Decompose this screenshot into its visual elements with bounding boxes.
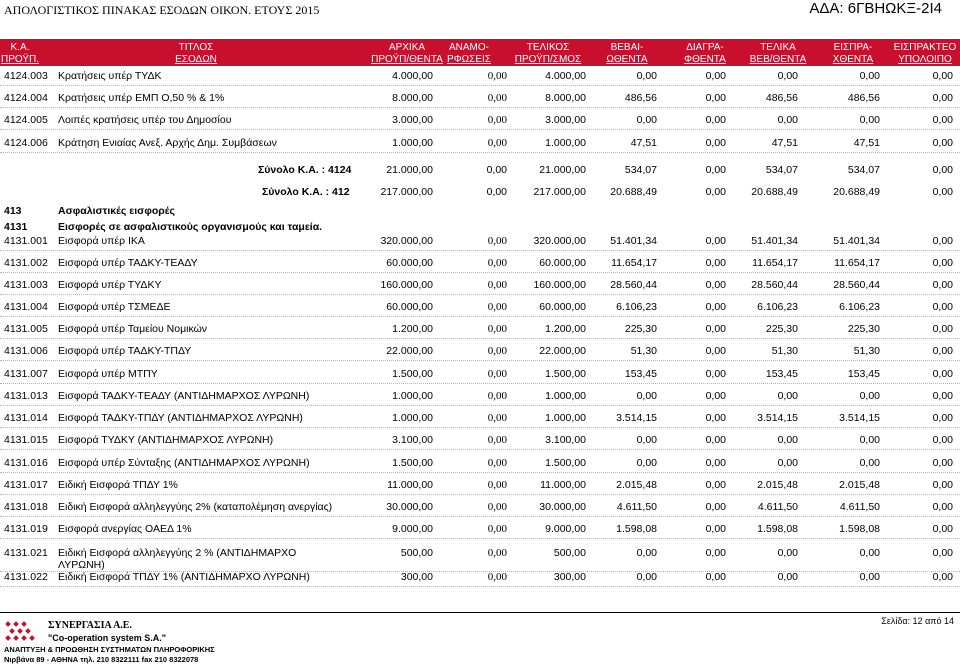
table-row [0,432,960,450]
value-cell: 0,00 [932,434,953,446]
table-row [0,299,960,317]
subtotal-row [0,184,960,201]
value-cell: 4.611,50 [757,501,798,513]
value-cell: 0,00 [636,390,657,402]
value-cell: 0,00 [932,368,953,380]
value-cell: 11.654,17 [752,257,798,269]
table-row [0,135,960,153]
value-cell: 22.000,00 [539,345,586,357]
value-cell: 0,00 [487,70,507,82]
value-cell: 0,00 [705,114,726,126]
row-description: Εισφορά υπέρ ΜΤΠΥ [58,368,158,380]
value-cell: 60.000,00 [386,257,433,269]
column-header-line1: ΑΡΧΙΚΑ [388,42,426,53]
column-header-line2: ΠΡΟΫΠ/ΣΜΟΣ [514,54,582,65]
value-cell: 4.000,00 [545,70,586,82]
value-cell: 28.560,44 [751,279,798,291]
value-cell: 0,00 [705,92,726,104]
value-cell: 0,00 [932,547,953,559]
value-cell: 0,00 [932,571,953,583]
table-row [0,521,960,539]
group-row [0,203,960,220]
value-cell: 20.688,49 [833,186,880,198]
value-cell: 0,00 [486,164,507,176]
value-cell: 153,45 [624,368,657,380]
company-development: ΑΝΑΠΤΥΞΗ & ΠΡΟΩΘΗΣΗ ΣΥΣΤΗΜΑΤΩΝ ΠΛΗΡΟΦΟΡΙΚΗΣ [4,645,215,654]
value-cell: 225,30 [624,323,657,335]
column-header-line2: ΡΦΩΣΕΙΣ [447,54,491,65]
column-header-7 [738,42,818,66]
row-description: Εισφορά υπέρ Σύνταξης (ΑΝΤΙΔΗΜΑΡΧΟΣ ΛΥΡΩΝΗ) [58,457,310,469]
value-cell: 1.200,00 [545,323,586,335]
row-description: Εισφορά υπέρ ΤΑΔΚΥ-ΤΠΔΥ [58,345,192,357]
value-cell: 2.015,48 [839,479,880,491]
value-cell: 0,00 [932,345,953,357]
row-code: 4131.013 [4,390,48,402]
column-header-line2: ΕΣΟΔΩΝ [175,54,217,65]
row-description: Ειδική Εισφορά αλληλεγγύης 2 % (ΑΝΤΙΔΗΜΑΡΧΟ [58,547,297,559]
value-cell: 9.000,00 [392,523,433,535]
column-header-5 [587,42,667,66]
column-header-4 [508,42,588,66]
subtotal-label: Σύνολο Κ.Α. : 412 [262,186,350,198]
value-cell: 51,30 [853,345,880,357]
value-cell: 1.000,00 [392,390,433,402]
value-cell: 0,00 [932,523,953,535]
subtotal-row [0,162,960,179]
row-description: Εισφορά ανεργίας ΟΑΕΔ 1% [58,523,192,535]
value-cell: 486,56 [765,92,798,104]
table-row [0,545,960,572]
value-cell: 0,00 [487,479,507,491]
table-row [0,477,960,495]
value-cell: 0,00 [487,257,507,269]
value-cell: 0,00 [932,479,953,491]
value-cell: 217.000,00 [380,186,433,198]
value-cell: 0,00 [932,501,953,513]
value-cell: 217.000,00 [533,186,586,198]
value-cell: 0,00 [932,412,953,424]
value-cell: 0,00 [487,345,507,357]
column-header-1 [156,42,236,66]
row-description: Κρατήσεις υπέρ ΕΜΠ Ο,50 % & 1% [58,92,225,104]
value-cell: 20.688,49 [751,186,798,198]
value-cell: 0,00 [932,164,953,176]
column-header-3 [429,42,509,66]
value-cell: 21.000,00 [386,164,433,176]
value-cell: 0,00 [487,412,507,424]
column-header-line1: ΑΝΑΜΟ- [449,42,489,53]
table-row [0,233,960,251]
row-description: Εισφορά υπέρ ΤΥΔΚΥ [58,279,162,291]
value-cell: 0,00 [705,323,726,335]
value-cell: 30.000,00 [386,501,433,513]
company-address: Νιρβάνα 89 - ΑΘΗΝΑ τηλ. 210 8322111 fax 210 8322078 [4,655,199,664]
value-cell: 0,00 [859,571,880,583]
value-cell: 0,00 [705,368,726,380]
column-header-6 [665,42,745,66]
table-row [0,255,960,273]
table-row [0,112,960,130]
table-row [0,366,960,384]
value-cell: 8.000,00 [545,92,586,104]
value-cell: 6.106,23 [757,301,798,313]
row-description: Κρατήσεις υπέρ ΤΥΔΚ [58,70,162,82]
value-cell: 0,00 [777,547,798,559]
value-cell: 0,00 [705,412,726,424]
value-cell: 0,00 [932,457,953,469]
value-cell: 0,00 [932,235,953,247]
row-description: Ειδική Εισφορά αλληλεγγύης 2% (καταπολέμηση ανεργίας) [58,501,333,513]
value-cell: 11.000,00 [387,479,433,491]
value-cell: 3.000,00 [392,114,433,126]
value-cell: 0,00 [705,257,726,269]
value-cell: 51.401,34 [610,235,657,247]
subtotal-label: Σύνολο Κ.Α. : 4124 [258,164,352,176]
value-cell: 11.654,17 [834,257,880,269]
value-cell: 0,00 [636,547,657,559]
table-row [0,388,960,406]
row-description: Ειδική Εισφορά ΤΠΔΥ 1% [58,479,178,491]
value-cell: 0,00 [859,114,880,126]
row-code: 4131.019 [4,523,48,535]
value-cell: 0,00 [777,390,798,402]
value-cell: 51,30 [771,345,798,357]
value-cell: 0,00 [487,501,507,513]
value-cell: 3.514,15 [757,412,798,424]
value-cell: 2.015,48 [757,479,798,491]
value-cell: 0,00 [705,479,726,491]
value-cell: 0,00 [705,457,726,469]
value-cell: 3.514,15 [616,412,657,424]
value-cell: 0,00 [705,164,726,176]
value-cell: 0,00 [705,137,726,149]
value-cell: 0,00 [487,114,507,126]
value-cell: 11.000,00 [540,479,586,491]
value-cell: 0,00 [932,323,953,335]
value-cell: 1.500,00 [392,368,433,380]
value-cell: 4.000,00 [392,70,433,82]
value-cell: 0,00 [705,547,726,559]
column-header-line2: ΠΡΟΫΠ/ΘΕΝΤΑ [371,54,443,65]
value-cell: 0,00 [859,390,880,402]
row-code: 4124.003 [4,70,48,82]
column-header-9 [885,42,960,66]
row-code: 4124.004 [4,92,48,104]
row-code: 4131.002 [4,257,48,269]
value-cell: 3.514,15 [839,412,880,424]
column-header-0 [0,42,60,66]
value-cell: 160.000,00 [533,279,586,291]
value-cell: 0,00 [705,235,726,247]
row-description: Λοιπές κρατήσεις υπέρ του Δημοσίου [58,114,232,126]
table-row [0,569,960,587]
value-cell: 1.500,00 [545,368,586,380]
value-cell: 534,07 [765,164,798,176]
group-description: Ασφαλιστικές εισφορές [58,205,175,217]
value-cell: 20.688,49 [610,186,657,198]
value-cell: 0,00 [859,457,880,469]
table-row [0,499,960,517]
value-cell: 1.000,00 [545,390,586,402]
value-cell: 28.560,44 [610,279,657,291]
row-description-cont: ΛΥΡΩΝΗ) [58,559,105,571]
row-code: 4131.004 [4,301,48,313]
row-code: 4131.005 [4,323,48,335]
column-header-line2: ΦΘΕΝΤΑ [684,54,726,65]
column-header-line2: ΩΘΕΝΤΑ [606,54,648,65]
group-code: 4131 [4,221,28,233]
table-row [0,321,960,339]
table-header [0,39,960,66]
value-cell: 8.000,00 [392,92,433,104]
value-cell: 0,00 [932,390,953,402]
value-cell: 0,00 [705,390,726,402]
value-cell: 0,00 [487,323,507,335]
value-cell: 1.000,00 [392,137,433,149]
row-code: 4131.001 [4,235,48,247]
value-cell: 0,00 [487,523,507,535]
value-cell: 0,00 [932,301,953,313]
value-cell: 0,00 [487,137,507,149]
row-description: Εισφορά ΤΥΔΚΥ (ΑΝΤΙΔΗΜΑΡΧΟΣ ΛΥΡΩΝΗ) [58,434,274,446]
value-cell: 0,00 [487,301,507,313]
company-system: "Co-operation system S.A." [48,633,167,643]
value-cell: 47,51 [853,137,880,149]
row-description: Εισφορά υπέρ ΤΣΜΕΔΕ [58,301,171,313]
value-cell: 320.000,00 [380,235,433,247]
value-cell: 0,00 [487,457,507,469]
value-cell: 4.611,50 [839,501,880,513]
value-cell: 0,00 [487,92,507,104]
value-cell: 0,00 [705,186,726,198]
row-code: 4131.022 [4,571,48,583]
value-cell: 60.000,00 [539,301,586,313]
table-row [0,410,960,428]
row-code: 4131.017 [4,479,48,491]
table-row [0,90,960,108]
value-cell: 0,00 [859,434,880,446]
value-cell: 0,00 [486,186,507,198]
row-code: 4131.018 [4,501,48,513]
column-header-line1: ΤΕΛΙΚΑ [760,42,796,53]
value-cell: 21.000,00 [539,164,586,176]
value-cell: 486,56 [847,92,880,104]
value-cell: 2.015,48 [616,479,657,491]
value-cell: 0,00 [777,70,798,82]
value-cell: 160.000,00 [380,279,433,291]
page-number: Σελίδα: 12 από 14 [881,616,954,626]
row-description: Ειδική Εισφορά ΤΠΔΥ 1% (ΑΝΤΙΔΗΜΑΡΧΟ ΛΥΡΩΝΗ) [58,571,310,583]
column-header-line2: ΒΕΒ/ΘΕΝΤΑ [749,54,807,65]
value-cell: 22.000,00 [386,345,433,357]
value-cell: 60.000,00 [386,301,433,313]
row-description: Εισφορά ΤΑΔΚΥ-ΤΠΔΥ (ΑΝΤΙΔΗΜΑΡΧΟΣ ΛΥΡΩΝΗ) [58,412,303,424]
value-cell: 0,00 [705,70,726,82]
value-cell: 1.500,00 [392,457,433,469]
value-cell: 28.560,44 [833,279,880,291]
value-cell: 320.000,00 [533,235,586,247]
value-cell: 0,00 [777,457,798,469]
value-cell: 9.000,00 [545,523,586,535]
value-cell: 0,00 [487,547,507,559]
value-cell: 0,00 [705,301,726,313]
value-cell: 534,07 [847,164,880,176]
row-code: 4131.014 [4,412,48,424]
value-cell: 500,00 [400,547,433,559]
row-code: 4124.005 [4,114,48,126]
value-cell: 3.100,00 [545,434,586,446]
column-header-line1: Κ.Α. [10,42,30,53]
value-cell: 0,00 [487,571,507,583]
column-header-line1: ΤΕΛΙΚΟΣ [526,42,570,53]
row-description: Εισφορά υπέρ ΤΑΔΚΥ-ΤΕΑΔΥ [58,257,198,269]
value-cell: 51,30 [630,345,657,357]
row-code: 4131.007 [4,368,48,380]
value-cell: 1.500,00 [545,457,586,469]
value-cell: 30.000,00 [539,501,586,513]
value-cell: 0,00 [932,114,953,126]
value-cell: 6.106,23 [616,301,657,313]
value-cell: 0,00 [859,547,880,559]
value-cell: 51.401,34 [751,235,798,247]
table-row [0,343,960,361]
value-cell: 47,51 [771,137,798,149]
value-cell: 300,00 [400,571,433,583]
value-cell: 51.401,34 [833,235,880,247]
value-cell: 534,07 [624,164,657,176]
value-cell: 0,00 [932,70,953,82]
group-description: Εισφορές σε ασφαλιστικούς οργανισμούς και ταμεία. [58,221,323,233]
value-cell: 0,00 [487,279,507,291]
value-cell: 153,45 [765,368,798,380]
report-title: ΑΠΟΛΟΓΙΣΤΙΚΟΣ ΠΙΝΑΚΑΣ ΕΣΟΔΩΝ ΟΙΚΟΝ. ΕΤΟΥΣ 2015 [4,3,320,17]
value-cell: 0,00 [487,235,507,247]
row-code: 4131.016 [4,457,48,469]
column-header-line1: ΕΙΣΠΡΑΚΤΕΟ [893,42,957,53]
value-cell: 0,00 [705,571,726,583]
column-header-line1: ΒΕΒΑΙ- [610,42,644,53]
table-row [0,277,960,295]
row-code: 4131.006 [4,345,48,357]
row-description: Εισφορά υπέρ ΙΚΑ [58,235,145,247]
column-header-line1: ΔΙΑΓΡΑ- [686,42,724,53]
value-cell: 11.654,17 [611,257,657,269]
table-row [0,68,960,86]
value-cell: 500,00 [553,547,586,559]
value-cell: 0,00 [705,279,726,291]
value-cell: 0,00 [636,457,657,469]
column-header-line1: ΕΙΣΠΡΑ- [833,42,873,53]
value-cell: 1.000,00 [545,137,586,149]
value-cell: 47,51 [630,137,657,149]
value-cell: 0,00 [932,137,953,149]
value-cell: 3.000,00 [545,114,586,126]
value-cell: 486,56 [624,92,657,104]
value-cell: 0,00 [487,368,507,380]
row-code: 4124.006 [4,137,48,149]
value-cell: 1.000,00 [545,412,586,424]
column-header-8 [813,42,893,66]
column-header-line1: ΤΙΤΛΟΣ [178,42,214,53]
value-cell: 0,00 [932,257,953,269]
value-cell: 1.598,08 [616,523,657,535]
value-cell: 0,00 [705,523,726,535]
footer-divider [0,612,960,613]
row-description: Εισφορά ΤΑΔΚΥ-ΤΕΑΔΥ (ΑΝΤΙΔΗΜΑΡΧΟΣ ΛΥΡΩΝΗ) [58,390,310,402]
value-cell: 1.200,00 [392,323,433,335]
value-cell: 1.598,08 [757,523,798,535]
value-cell: 0,00 [487,434,507,446]
value-cell: 0,00 [636,114,657,126]
company-name: ΣΥΝΕΡΓΑΣΙΑ Α.Ε. [48,620,132,631]
value-cell: 3.100,00 [392,434,433,446]
value-cell: 0,00 [932,92,953,104]
value-cell: 0,00 [487,390,507,402]
row-code: 4131.003 [4,279,48,291]
value-cell: 0,00 [777,114,798,126]
value-cell: 0,00 [636,571,657,583]
value-cell: 0,00 [859,70,880,82]
value-cell: 60.000,00 [539,257,586,269]
value-cell: 0,00 [705,501,726,513]
value-cell: 0,00 [777,434,798,446]
column-header-line2: ΥΠΟΛΟΙΠΟ [898,54,952,65]
table-row [0,455,960,473]
value-cell: 0,00 [932,186,953,198]
value-cell: 1.000,00 [392,412,433,424]
value-cell: 225,30 [765,323,798,335]
value-cell: 0,00 [705,434,726,446]
value-cell: 0,00 [636,70,657,82]
value-cell: 0,00 [705,345,726,357]
group-code: 413 [4,205,22,217]
row-description: Εισφορά υπέρ Ταμείου Νομικών [58,323,208,335]
value-cell: 0,00 [777,571,798,583]
value-cell: 0,00 [932,279,953,291]
row-code: 4131.021 [4,547,48,559]
value-cell: 225,30 [847,323,880,335]
value-cell: 300,00 [553,571,586,583]
value-cell: 1.598,08 [839,523,880,535]
column-header-line2: ΧΘΕΝΤΑ [832,54,874,65]
column-header-line2: ΠΡΟΫΠ. [0,54,40,65]
value-cell: 153,45 [847,368,880,380]
value-cell: 6.106,23 [839,301,880,313]
company-logo-icon [4,618,42,646]
value-cell: 4.611,50 [616,501,657,513]
row-code: 4131.015 [4,434,48,446]
ada-code: ΑΔΑ: 6ΓΒΗΩΚΞ-2Ι4 [809,0,942,17]
value-cell: 0,00 [636,434,657,446]
row-description: Κράτηση Ενιαίας Ανεξ. Αρχής Δημ. Συμβάσεων [58,137,277,149]
